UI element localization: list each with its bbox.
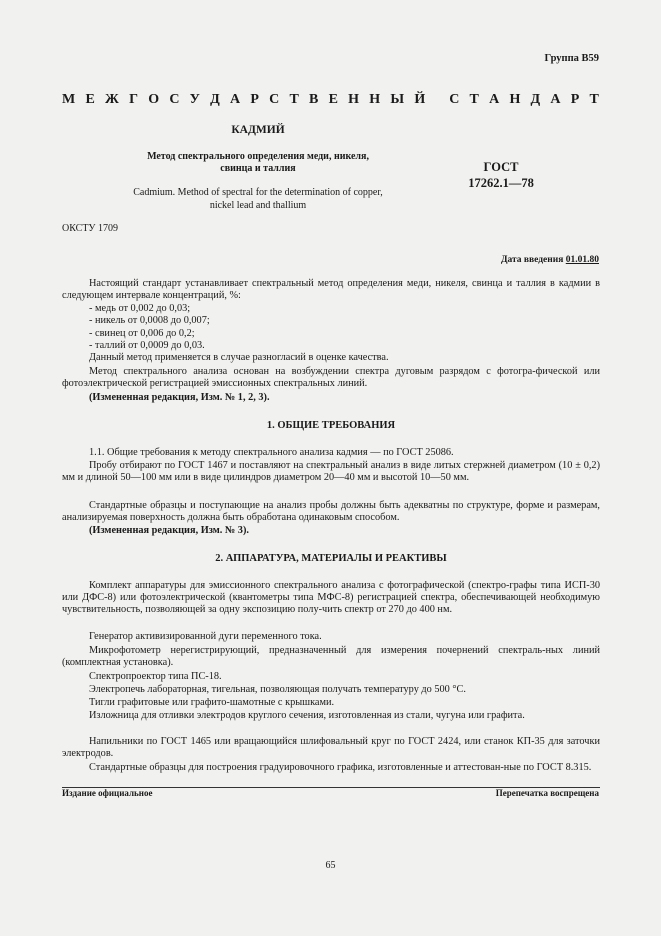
header-letter: Д [530,92,541,107]
header-letter: А [550,92,561,107]
header-letter: Г [129,92,138,107]
subtitle-line-1: Метод спектрального определения меди, никеля, [147,151,369,162]
introduction-date [501,255,599,265]
section-1-heading: 1. ОБЩИЕ ТРЕБОВАНИЯ [266,420,396,431]
okstu-code: ОКСТУ 1709 [62,223,119,234]
section-2-heading: 2. АППАРАТУРА, МАТЕРИАЛЫ И РЕАКТИВЫ [215,553,447,564]
list-item-copper: - медь от 0,002 до 0,03; [89,303,191,314]
intro-edit-note: (Измененная редакция, Изм. № 1, 2, 3). [89,392,270,403]
header-letter: А [489,92,500,107]
header-letter: Е [328,92,338,107]
document-subtitle [62,151,454,175]
english-title-line-1: Cadmium. Method of spectral for the determination of copper, [133,187,383,198]
header-letter: Р [570,92,580,107]
header-letter: Ы [390,92,405,107]
intro-paragraph-1: Настоящий стандарт устанавливает спектральный метод определения меди, никеля, свинца и таллия в кадмии в следующем интервале концентраций, %: [62,278,600,302]
list-item-nickel: - никель от 0,0008 до 0,007; [89,315,210,326]
intro-paragraph-3: Метод спектрального анализа основан на возбуждении спектра дуговым разрядом с фотогра-фической или фотоэлектрической регистрацией эмиссионных спектральных линий. [62,366,600,390]
header-letter: Т [289,92,299,107]
list-item-thallium: - таллий от 0,0009 до 0,03. [89,340,205,351]
header-letter: Й [414,92,426,107]
page-number: 65 [325,860,336,871]
header-letter: С [169,92,180,107]
section-1-edit-note: (Измененная редакция, Изм. № 3). [89,525,249,536]
header-letter: В [309,92,319,107]
list-item-lead: - свинец от 0,006 до 0,2; [89,328,195,339]
header-letter: Т [589,92,599,107]
header-letter: М [62,92,76,107]
date-value: 01.01.80 [565,255,599,265]
header-letter: С [269,92,280,107]
interstate-standard-header [62,92,599,108]
gost-code: 17262.1—78 [468,176,534,190]
section-2-paragraph-8: Напильники по ГОСТ 1465 или вращающийся шлифовальный круг по ГОСТ 2424, или станок КП-35 для заточки электродов. [62,736,600,760]
subtitle-line-2: свинца и таллия [220,163,296,174]
header-letter: Ж [105,92,119,107]
header-letter: Н [369,92,381,107]
document-title: КАДМИЙ [231,124,285,136]
section-2-paragraph-2: Генератор активизированной дуги переменного тока. [89,631,322,642]
gost-number [446,159,556,191]
section-1-paragraph-2: Пробу отбирают по ГОСТ 1467 и поставляют на спектральный анализ в виде литых стержней диаметром (10 ± 0,2) мм и длиной 50—100 мм или в виде цилиндров диаметром 20—40 мм и высотой 10—50 мм. [62,460,600,484]
header-letter: Д [210,92,220,107]
section-2-paragraph-6: Тигли графитовые или графито-шамотные с крышками. [89,697,335,708]
header-letter: У [189,92,200,107]
header-letter: С [449,92,460,107]
date-label: Дата введения [500,255,566,265]
section-2-paragraph-1: Комплект аппаратуры для эмиссионного спектрального анализа с фотографической (спектро-графы типа ИСП-30 или ДФС-8) или фотоэлектрической (квантометры типа МФС-8) регистрацией спектра, обеспечивающей необходимую чувствительность, позволяющей за одну экспозицию полу-чить спектр от 270 до 400 нм. [62,580,600,616]
intro-paragraph-2: Данный метод применяется в случае разногласий в оценке качества. [89,352,389,363]
section-2-paragraph-9: Стандартные образцы для построения градуировочного графика, изготовленные и аттестован-ные по ГОСТ 8.315. [89,762,592,773]
header-letter: Н [348,92,360,107]
header-letter: А [230,92,241,107]
english-title-line-2: nickel lead and thallium [209,199,307,211]
footer-reprint-prohibited: Перепечатка воспрещена [495,788,599,798]
section-2-paragraph-4: Спектропроектор типа ПС-18. [89,671,222,682]
header-letter: Т [469,92,479,107]
header-letter: О [148,92,160,107]
header-letter: Н [509,92,521,107]
gost-label: ГОСТ [483,160,519,174]
header-letter: Р [250,92,259,107]
header-letter [435,92,439,108]
group-label: Группа В59 [544,53,599,64]
section-1-paragraph-1: 1.1. Общие требования к методу спектрального анализа кадмия — по ГОСТ 25086. [89,447,454,458]
section-2-paragraph-5: Электропечь лабораторная, тигельная, позволяющая получать температуру до 500 °С. [89,684,466,695]
footer-official-edition: Издание официальное [62,788,153,798]
section-2-paragraph-7: Изложница для отливки электродов круглого сечения, изготовленная из стали, чугуна или графита. [89,710,525,721]
header-letter: Е [85,92,95,107]
section-1-paragraph-3: Стандартные образцы и поступающие на анализ пробы должны быть адекватны по структуре, форме и размерам, анализируемая поверхность должна быть обработана одинаковым способом. [62,500,600,524]
section-2-paragraph-3: Микрофотометр нерегистрирующий, предназначенный для измерения почернений спектраль-ных линий (комплектная установка). [62,645,600,669]
english-title [62,187,454,212]
